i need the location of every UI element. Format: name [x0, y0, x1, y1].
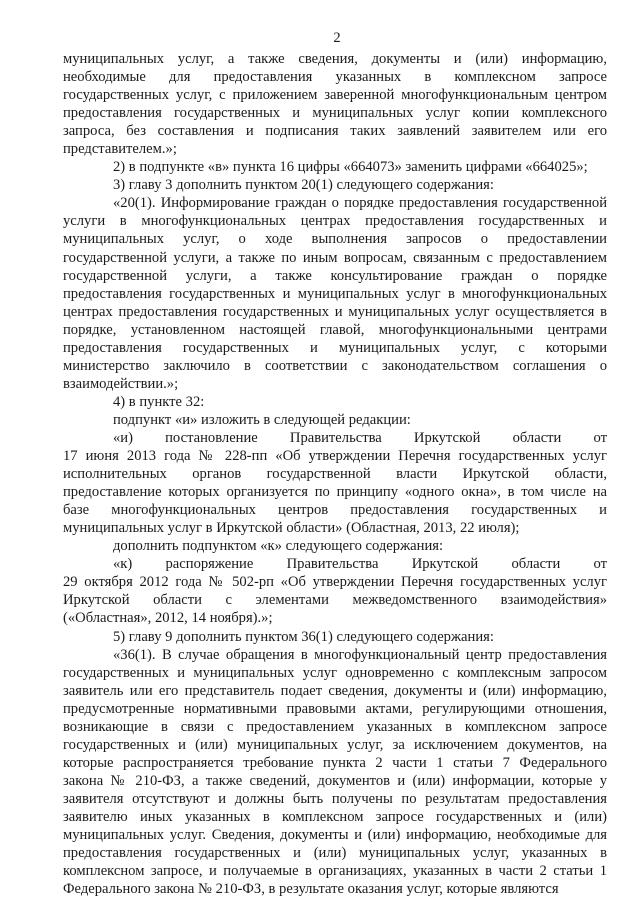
text-line: («Областная», 2012, 14 ноября).»; [63, 610, 273, 627]
text-line: услуги в многофункциональных центрах предоставления государственных и [63, 213, 607, 230]
text-line: 3) главу 3 дополнить пунктом 20(1) следующего содержания: [113, 177, 494, 194]
text-line: Иркутской области с элементами межведомственного взаимодействия» [63, 592, 607, 609]
text-line: 2) в подпункте «в» пункта 16 цифры «664073» заменить цифрами «664025»; [113, 159, 588, 176]
text-line: центрах предоставления государственных и муниципальных услуг осуществляется в [63, 303, 607, 320]
text-line: комплексном запросе, и получаемые в организациях, указанных в части 2 статьи 1 [63, 863, 607, 880]
text-line: государственной услуги, а также по иным вопросам, связанным с предоставлением [63, 249, 607, 266]
text-line: представителем.»; [63, 141, 177, 158]
text-line: необходимые для предоставления указанных в комплексном запросе [63, 69, 607, 86]
text-line: государственных и (или) муниципальных услуг, за исключением документов, на [63, 736, 607, 753]
paragraph [63, 158, 607, 176]
text-line: «к) распоряжение Правительства Иркутской области от [113, 556, 607, 573]
text-line: возникающие в связи с предоставлением указанных в комплексном запросе [63, 718, 607, 735]
text-line: «36(1). В случае обращения в многофункциональный центр предоставления [113, 646, 607, 663]
text-line: муниципальных услуг. Сведения, документы и (или) информацию, необходимые для [63, 827, 607, 844]
paragraph [63, 411, 607, 429]
text-line: заявителя отсутствуют и должны быть получены по результатам предоставления [63, 790, 607, 807]
text-line: 17 июня 2013 года № 228-пп «Об утверждении Перечня государственных услуг [63, 448, 607, 465]
page-number: 2 [333, 30, 341, 46]
text-line: подпункт «и» изложить в следующей редакции: [113, 411, 411, 428]
paragraph [63, 555, 607, 627]
text-line: муниципальных услуг, о ходе выполнения запросов о предоставлении [63, 231, 607, 248]
text-line: государственных и муниципальных услуг одновременно с комплексным запросом [63, 664, 607, 681]
text-line: запроса, без составления и подписания таких заявлений заявителем или его [63, 123, 607, 140]
text-line: закона № 210-ФЗ, а также сведений, документов и (или) информации, которые у [63, 772, 607, 789]
text-line: муниципальных услуг, а также сведения, документы и (или) информацию, [63, 51, 607, 67]
text-line: предусмотренные нормативными правовыми актами, регулирующими отношения, [63, 700, 607, 717]
text-line: 5) главу 9 дополнить пунктом 36(1) следующего содержания: [113, 628, 494, 645]
text-line: муниципальных услуг в Иркутской области» (Областная, 2013, 22 июля); [63, 520, 520, 537]
text-line: государственной услуги, а также консультирование граждан о порядке [63, 267, 607, 284]
text-line: порядке, установленном настоящей главой, многофункциональными центрами [63, 321, 607, 338]
paragraph [63, 50, 607, 158]
text-line: заявителю иных указанных в комплексном запросе государственных и (или) [63, 808, 607, 825]
paragraph [63, 537, 607, 555]
text-line: государственных услуг, с приложением заверенной многофункциональным центром [63, 87, 607, 104]
paragraph [63, 646, 607, 899]
paragraph [63, 194, 607, 393]
text-line: предоставление которых организуется по принципу «одного окна», в том числе на [63, 484, 607, 501]
text-line: исполнительных органов государственной власти Иркутской области, [63, 466, 607, 483]
text-line: базе многофункциональных центров предоставления государственных и [63, 502, 607, 519]
text-line: заявитель или его представитель подает сведения, документы и (или) информацию, [63, 682, 607, 699]
text-line: «и) постановление Правительства Иркутской области от [113, 429, 607, 446]
paragraph [63, 429, 607, 537]
text-line: предоставления государственных и муниципальных услуг, с которыми [63, 339, 607, 356]
document-body [63, 50, 607, 898]
text-line: Федерального закона № 210-ФЗ, в результате оказания услуг, которые являются [63, 881, 559, 898]
text-line: предоставления государственных и муниципальных услуг в многофункциональных [63, 285, 607, 302]
paragraph [63, 628, 607, 646]
text-line: предоставления государственных и (или) муниципальных услуг, указанных в [63, 845, 607, 862]
text-line: 4) в пункте 32: [113, 393, 205, 410]
text-line: предоставления государственных и муниципальных услуг копии комплексного [63, 105, 607, 122]
paragraph [63, 176, 607, 194]
paragraph [63, 393, 607, 411]
text-line: 29 октября 2012 года № 502-рп «Об утверждении Перечня государственных услуг [63, 574, 607, 591]
text-line: взаимодействии.»; [63, 375, 179, 392]
text-line: которые распространяется требование пункта 2 части 1 статьи 7 Федерального [63, 754, 607, 771]
text-line: министерство заключило в соответствии с законодательством соглашения о [63, 357, 607, 374]
text-line: дополнить подпунктом «к» следующего содержания: [113, 538, 444, 555]
text-line: «20(1). Информирование граждан о порядке предоставления государственной [113, 195, 607, 212]
